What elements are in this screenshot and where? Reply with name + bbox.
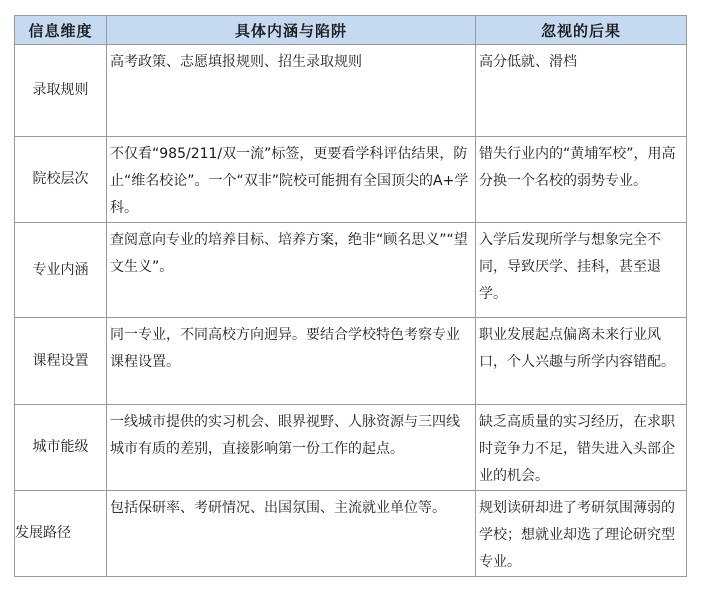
table-row (15, 137, 687, 223)
row-content: 包括保研率、考研情况、出国氛围、主流就业单位等。 (107, 491, 476, 577)
row-content: 同一专业，不同高校方向迥异。要结合学校特色考察专业课程设置。 (107, 318, 476, 405)
table-row (15, 318, 687, 405)
row-consequence: 错失行业内的“黄埔军校”，用高分换一个名校的弱势专业。 (476, 137, 687, 223)
table-row (15, 405, 687, 491)
row-dimension: 院校层次 (15, 137, 107, 223)
table-row (15, 223, 687, 318)
row-consequence: 规划读研却进了考研氛围薄弱的学校；想就业却选了理论研究型专业。 (476, 491, 687, 577)
header-consequence: 忽视的后果 (476, 16, 687, 45)
row-consequence: 职业发展起点偏离未来行业风口，个人兴趣与所学内容错配。 (476, 318, 687, 405)
header-dimension: 信息维度 (15, 16, 107, 45)
row-dimension: 城市能级 (15, 405, 107, 491)
info-table (14, 15, 687, 577)
header-row (15, 16, 687, 45)
row-consequence: 高分低就、滑档 (476, 45, 687, 137)
table-row (15, 45, 687, 137)
row-dimension: 发展路径 (15, 491, 107, 577)
row-dimension: 课程设置 (15, 318, 107, 405)
row-dimension: 专业内涵 (15, 223, 107, 318)
row-content: 查阅意向专业的培养目标、培养方案，绝非“顾名思义”“望文生义”。 (107, 223, 476, 318)
row-consequence: 缺乏高质量的实习经历，在求职时竞争力不足，错失进入头部企业的机会。 (476, 405, 687, 491)
row-dimension: 录取规则 (15, 45, 107, 137)
row-content: 高考政策、志愿填报规则、招生录取规则 (107, 45, 476, 137)
row-consequence: 入学后发现所学与想象完全不同，导致厌学、挂科，甚至退学。 (476, 223, 687, 318)
header-content: 具体内涵与陷阱 (107, 16, 476, 45)
row-content: 一线城市提供的实习机会、眼界视野、人脉资源与三四线城市有质的差别，直接影响第一份工作的起点。 (107, 405, 476, 491)
row-content: 不仅看“985/211/双一流”标签，更要看学科评估结果，防止“维名校论”。一个“双非”院校可能拥有全国顶尖的A+学科。 (107, 137, 476, 223)
table-row (15, 491, 687, 577)
